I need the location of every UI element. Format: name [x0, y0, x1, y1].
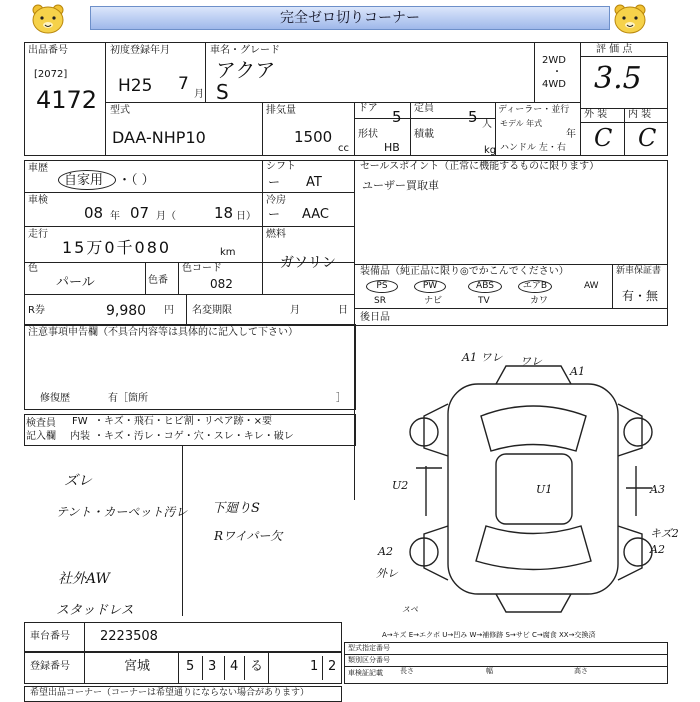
corner-banner	[90, 6, 610, 30]
selling-points-value: ユーザー買取車	[362, 179, 439, 192]
repair-close: ］	[336, 393, 346, 404]
registration-month-unit: 月	[194, 89, 204, 100]
registration-month: 7	[178, 74, 189, 94]
ac-value: AAC	[302, 207, 329, 222]
chassis-section	[24, 622, 342, 652]
drive-2wd: 2WD	[542, 55, 566, 66]
drive-dot: ・	[552, 67, 562, 78]
equip-navi: ナビ	[424, 296, 443, 306]
inspection-month: 07	[130, 204, 150, 222]
footer-text: 希望出品コーナー（コーナーは希望通りにならない場合があります）	[30, 688, 310, 698]
mileage-value: 15万0千080	[62, 238, 172, 257]
fuel-label: 燃料	[266, 229, 286, 240]
drive-4wd: 4WD	[542, 79, 566, 90]
name-change-month: 月	[290, 305, 300, 316]
load-label: 積載	[414, 129, 434, 140]
inspector-interior: 内装	[70, 431, 90, 442]
plate-digit-2: 3	[208, 659, 217, 674]
inspection-day-unit: 日）	[236, 211, 256, 222]
displacement-value: 1500	[294, 128, 333, 146]
history-rest: ・（ ）	[118, 173, 155, 188]
plate-tail-1: 1	[310, 659, 319, 674]
type-value: DAA-NHP10	[112, 128, 206, 147]
repair-place: 有［箇所	[108, 393, 148, 404]
registration-label: 初度登録年月	[110, 45, 170, 56]
history-label: 車歴	[28, 163, 48, 174]
shift-value: AT	[306, 175, 322, 190]
registration-era: H25	[118, 76, 153, 96]
inspector-int-items: ・キズ・汚レ・コゲ・穴・スレ・キレ・破レ	[94, 431, 294, 442]
capacity-unit: 人	[482, 119, 492, 130]
hand-note-3: 下廻りS	[212, 501, 260, 516]
color-code: 082	[210, 277, 233, 291]
hand-note-4: Rワイパー欠	[214, 529, 283, 543]
inspector-fw-items: ・キズ・飛石・ヒビ割・リペア跡・×要	[94, 416, 272, 427]
diagram-mark-2: ワレ	[520, 355, 542, 368]
recycle-value: 9,980	[106, 303, 147, 319]
selling-points-label: セールスポイント（正常に機能するものに限ります）	[360, 161, 600, 172]
cert-label-3: 車検証記載	[348, 669, 383, 677]
cert-label-1: 型式指定番号	[348, 644, 390, 652]
capacity-label: 定員	[414, 103, 434, 114]
mileage-label: 走行	[28, 229, 48, 240]
equip-sr: SR	[374, 296, 386, 306]
mileage-unit: km	[220, 247, 236, 258]
equip-tv: TV	[478, 296, 490, 306]
diagram-mark-3: A1	[570, 365, 585, 378]
plate-digit-1: 5	[186, 659, 195, 674]
chassis-label: 車台番号	[30, 631, 70, 642]
hand-note-2: テント・カーペット汚レ	[56, 505, 188, 519]
cert-label-2: 類別区分番号	[348, 656, 390, 664]
banner-title: 完全ゼロ切りコーナー	[280, 10, 420, 26]
inspection-day: 18	[214, 204, 234, 222]
displacement-unit: cc	[338, 143, 349, 154]
shape-value: HB	[384, 141, 400, 154]
fuel-value: ガソリン	[280, 255, 336, 271]
capacity-value: 5	[468, 108, 478, 126]
dealer-label: ディーラー・並行	[498, 105, 570, 115]
ac-dash: ー	[268, 207, 281, 221]
color-value: パール	[56, 275, 95, 290]
recycle-unit: 円	[164, 305, 174, 316]
inspection-year: 08	[84, 204, 104, 222]
warranty-value: 有・無	[622, 289, 659, 303]
lot-number: 4172	[36, 86, 98, 114]
diagram-mark-11: スペ	[402, 605, 418, 614]
equip-airbag: エアB	[518, 280, 552, 293]
diagram-mark-9: A2	[650, 543, 665, 556]
exterior-label: 外 装	[584, 109, 608, 120]
name-change-day: 日	[338, 305, 348, 316]
plate-tail-2: 2	[328, 659, 337, 674]
model-year-unit: 年	[566, 129, 576, 140]
car-damage-diagram	[386, 356, 676, 626]
equip-pw: PW	[414, 280, 446, 293]
history-value: 自家用	[64, 173, 104, 188]
score-label: 評 価 点	[596, 44, 633, 55]
car-model: アクア	[216, 58, 276, 82]
equip-aw: AW	[584, 281, 599, 291]
inspector-fw: FW	[72, 416, 88, 427]
bear-mascot-right-icon	[610, 3, 650, 35]
bear-mascot-left-icon	[28, 3, 68, 35]
displacement-label: 排気量	[266, 105, 296, 116]
plate-region: 宮城	[124, 659, 151, 674]
equip-leather: カワ	[530, 296, 549, 306]
plate-label: 登録番号	[30, 661, 70, 672]
interior-label: 内 装	[628, 109, 652, 120]
name-change-label: 名変期限	[192, 305, 232, 316]
lot-label: 出品番号	[28, 45, 68, 56]
inspection-month-unit: 月（	[156, 211, 176, 222]
color-label: 色	[28, 263, 38, 274]
after-items-label: 後日品	[360, 312, 390, 323]
equip-abs: ABS	[468, 280, 502, 293]
notes-label: 注意事項申告欄（不具合内容等は具体的に記入して下さい）	[28, 327, 298, 338]
doors-value: 5	[392, 108, 402, 126]
diagram-mark-4: U2	[392, 479, 409, 492]
inspection-label: 車検	[28, 195, 48, 206]
shift-dash: ー	[268, 175, 281, 189]
inspection-year-unit: 年	[110, 211, 120, 222]
exterior-value: C	[594, 124, 613, 152]
diagram-mark-7: A2	[378, 545, 393, 558]
chassis-value: 2223508	[100, 629, 158, 644]
repair-label: 修復歴	[40, 393, 70, 404]
plate-digit-4: る	[250, 659, 264, 674]
lot-sub: [2072]	[34, 69, 68, 80]
inspector-label: 検査員 記入欄	[26, 418, 56, 442]
diagram-mark-5: U1	[536, 483, 553, 496]
ac-label: 冷房	[266, 195, 286, 206]
color-num-label: 色番	[148, 275, 168, 286]
certificate-section	[344, 642, 668, 684]
diagram-mark-10: 外レ	[376, 567, 398, 580]
diagram-mark-1: A1 ワレ	[462, 351, 503, 364]
equipment-label: 装備品（純正品に限り◎でかこんでください）	[360, 266, 569, 277]
shape-label: 形状	[358, 129, 378, 140]
diagram-mark-6: A3	[650, 483, 665, 496]
plate-section	[24, 652, 342, 684]
doors-label: ドア	[358, 103, 378, 114]
cert-width: 幅	[486, 667, 493, 675]
cert-long: 長さ	[400, 667, 414, 675]
load-unit: kg	[484, 145, 497, 156]
shift-label: シフト	[266, 161, 296, 172]
damage-legend: A→キズ E→エクボ U→凹み W→補修跡 S→サビ C→腐食 XX→交換済	[382, 631, 596, 639]
hand-note-5: 社外AW	[58, 571, 110, 587]
interior-value: C	[638, 124, 657, 152]
cert-height: 高さ	[574, 667, 588, 675]
type-label: 型式	[110, 105, 130, 116]
equip-ps: PS	[366, 280, 398, 293]
hand-note-6: スタッドレス	[56, 603, 134, 618]
car-grade: S	[216, 80, 229, 104]
handle-label: ハンドル 左・右	[500, 143, 566, 153]
model-year-label: モデル 年式	[500, 119, 543, 128]
recycle-label: R券	[28, 305, 45, 316]
plate-digit-3: 4	[230, 659, 239, 674]
score-value: 3.5	[594, 61, 642, 96]
warranty-label: 新車保証書	[616, 266, 662, 276]
hand-note-1: ズレ	[64, 473, 92, 489]
diagram-mark-8: キズ2	[650, 527, 679, 540]
color-code-label: 色コード	[182, 263, 222, 274]
name-label: 車名・グレード	[210, 45, 280, 56]
